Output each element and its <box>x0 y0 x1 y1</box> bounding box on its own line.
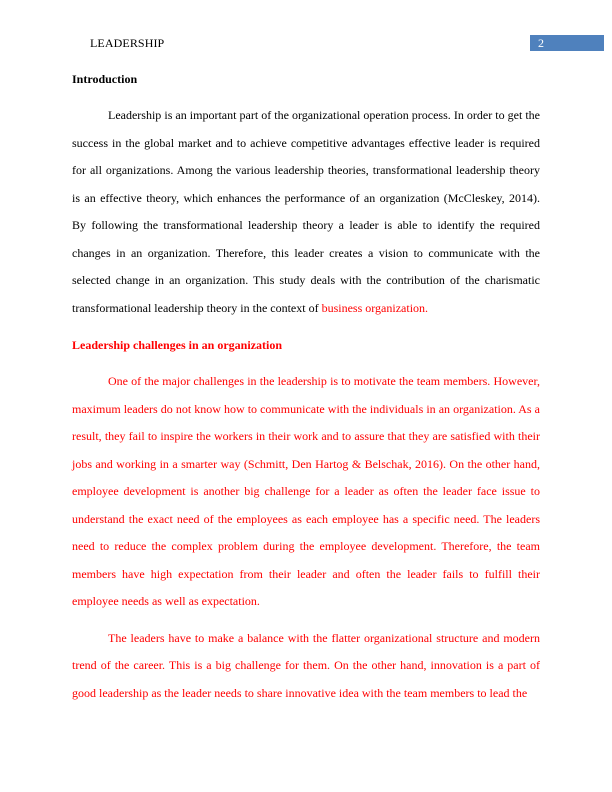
document-body <box>72 65 540 716</box>
section-heading-leadership-challenges: Leadership challenges in an organization <box>72 338 283 352</box>
page-number-box <box>530 35 604 51</box>
introduction-highlight-text: business organization. <box>321 300 429 315</box>
introduction-paragraph-text: Leadership is an important part of the organizational operation process. In order to get the success in the global market and to achieve competitive advantages effective leader is required for all organizations. Among the various leadership theories, transformational leadership theory is an effective theory, which enhances the performance of an organization (McCleskey, 2014). By following the transformational leadership theory a leader is able to identify the required changes in an organization. Therefore, this leader creates a vision to communicate with the selected change in an organization. This study deals with the contribution of the charismatic transformational leadership theory in the context of <box>72 108 540 315</box>
challenges-paragraph-2: The leaders have to make a balance with the flatter organizational structure and modern trend of the career. This is a big challenge for them. On the other hand, innovation is a part of good leadership as the leader needs to share innovative idea with the team members to lead the <box>72 630 540 700</box>
challenges-paragraph-1: One of the major challenges in the leadership is to motivate the team members. However, maximum leaders do not know how to communicate with the individuals in an organization. As a result, they fail to inspire the workers in their work and to assure that they are satisfied with their jobs and working in a smarter way (Schmitt, Den Hartog & Belschak, 2016). On the other hand, employee development is another big challenge for a leader as often the leader face issue to understand the exact need of the employees as each employee has a specific need. The leaders need to reduce the complex problem during the employee development. Therefore, the team members have high expectation from their leader and often the leader fails to fulfill their employee needs as well as expectation. <box>72 374 540 608</box>
page-number: 2 <box>538 36 544 50</box>
introduction-paragraph <box>72 102 540 322</box>
header-title: LEADERSHIP <box>90 36 165 50</box>
section-heading-introduction: Introduction <box>72 72 138 86</box>
